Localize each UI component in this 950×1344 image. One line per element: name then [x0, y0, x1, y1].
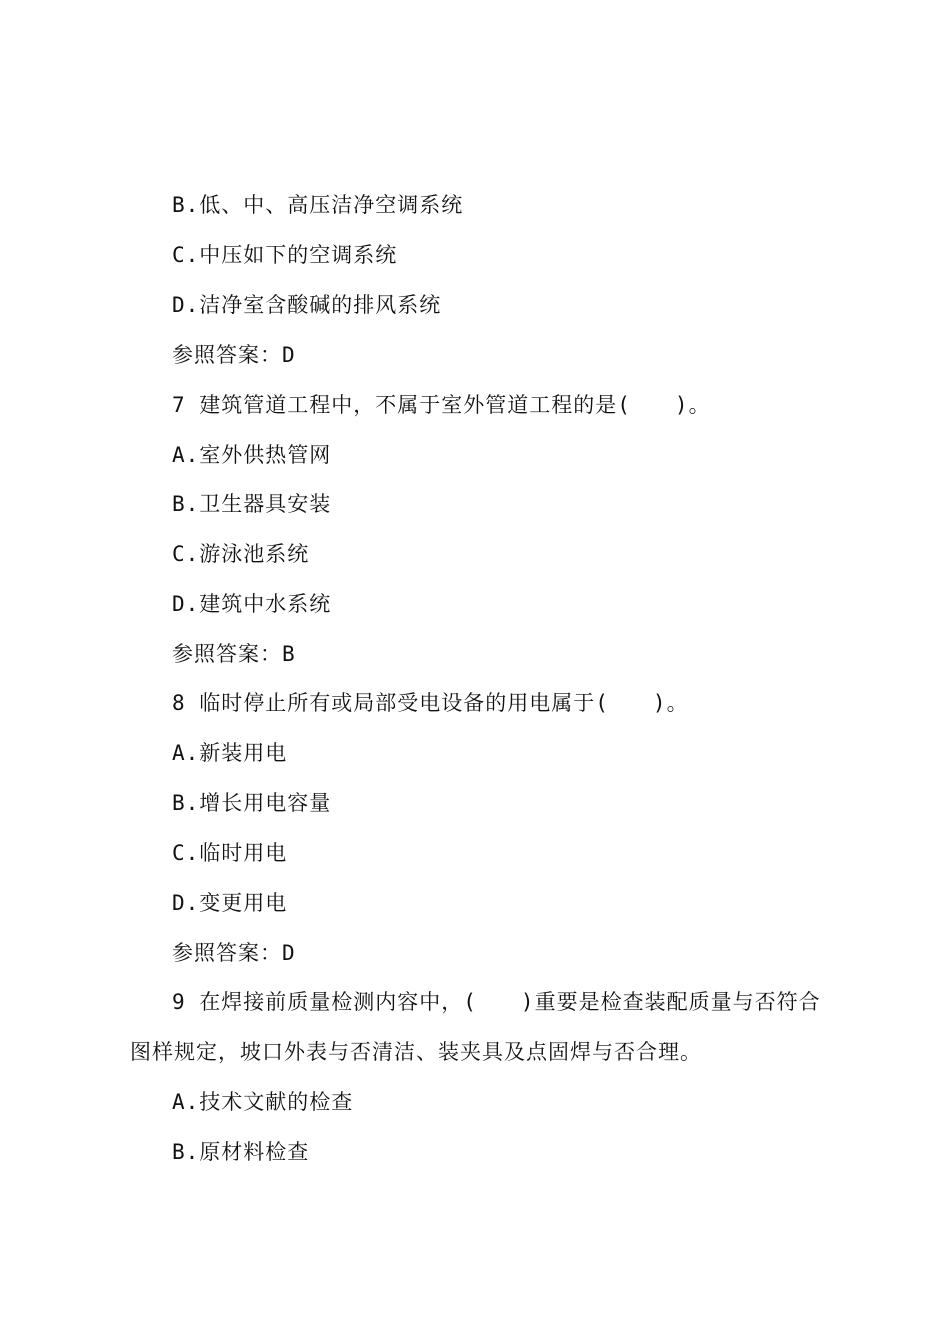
option-b-q7: B.卫生器具安装 [172, 492, 332, 516]
option-b-q9: B.原材料检查 [172, 1140, 310, 1164]
option-a-q8: A.新装用电 [172, 741, 288, 765]
option-c-q6: C.中压如下的空调系统 [172, 243, 398, 267]
question-9-line-2: 图样规定，坡口外表与否清洁、装夹具及点固焊与否合理。 [130, 1040, 702, 1064]
answer-q8: 参照答案：D [172, 941, 296, 965]
option-b-q8: B.增长用电容量 [172, 791, 332, 815]
option-d-q7: D.建筑中水系统 [172, 592, 332, 616]
question-8: 8 临时停止所有或局部受电设备的用电属于( )。 [172, 691, 689, 715]
option-d-q8: D.变更用电 [172, 891, 288, 915]
option-c-q7: C.游泳池系统 [172, 542, 310, 566]
option-b-q6: B.低、中、高压洁净空调系统 [172, 193, 464, 217]
option-d-q6: D.洁净室含酸碱的排风系统 [172, 293, 442, 317]
answer-q7: 参照答案：B [172, 642, 296, 666]
question-9-line-1: 9 在焊接前质量检测内容中，( )重要是检查装配质量与否符合 [172, 990, 821, 1014]
option-a-q9: A.技术文献的检查 [172, 1090, 354, 1114]
question-7: 7 建筑管道工程中，不属于室外管道工程的是( )。 [172, 393, 711, 417]
option-a-q7: A.室外供热管网 [172, 443, 332, 467]
answer-q6: 参照答案：D [172, 343, 296, 367]
option-c-q8: C.临时用电 [172, 841, 288, 865]
